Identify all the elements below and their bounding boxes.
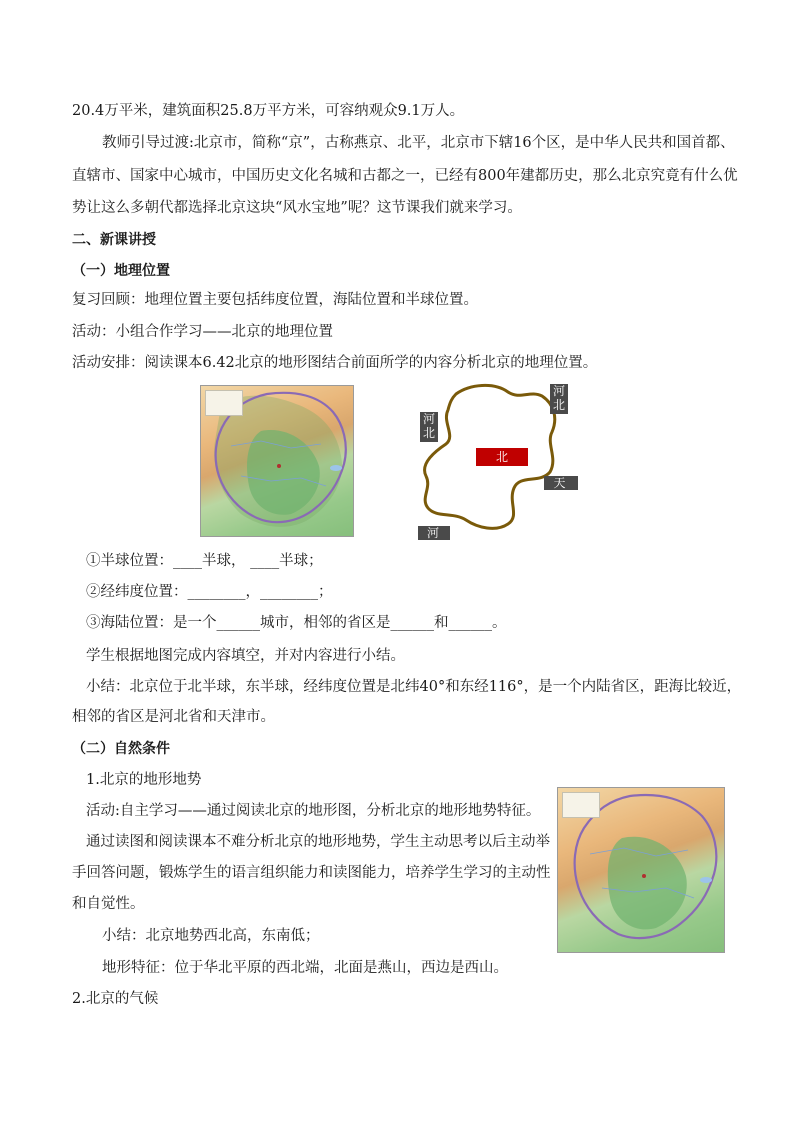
paragraph-analysis-line2: 手回答问题，锻炼学生的语言组织能力和读图能力，培养学生学习的主动性 (72, 865, 551, 881)
heading-climate: 2.北京的气候 (72, 991, 159, 1007)
label-tianjin: 天 津 (544, 476, 578, 490)
paragraph-summary-line1: 小结：北京位于北半球，东半球，经纬度位置是北纬40°和东经116°，是一个内陆省区，距海比较近， (86, 679, 742, 695)
label-hebei-northeast-text: 河北 (552, 384, 565, 412)
paragraph-transition-line2: 直辖市、国家中心城市，中国历史文化名城和古都之一，已经有800年建都历史，那么北京究竟有什么优 (72, 168, 738, 184)
question-lat-lon: ②经纬度位置：________，________； (86, 584, 333, 600)
paragraph-fill-in: 学生根据地图完成内容填空，并对内容进行小结。 (86, 648, 405, 664)
paragraph-analysis-line3: 和自觉性。 (72, 896, 145, 912)
question-hemisphere: ①半球位置：____半球， ____半球； (86, 553, 323, 569)
label-hebei-west-text: 河北 (422, 412, 435, 440)
label-hebei-northeast (550, 384, 568, 414)
paragraph-stadium-area: 20.4万平米，建筑面积25.8万平方米，可容纳观众9.1万人。 (72, 103, 465, 119)
map-legend (205, 390, 243, 416)
beijing-terrain-map-small (557, 787, 725, 953)
paragraph-terrain-features: 地形特征：位于华北平原的西北端，北面是燕山，西边是西山。 (102, 960, 508, 976)
question-sea-land: ③海陆位置：是一个______城市，相邻的省区是______和______。 (86, 615, 507, 631)
paragraph-transition-line3: 势让这么多朝代都选择北京这块“风水宝地”呢？这节课我们就来学习。 (72, 200, 522, 216)
label-beijing: 北 京 (476, 448, 528, 466)
beijing-terrain-map (200, 385, 354, 537)
paragraph-summary-terrain: 小结：北京地势西北高，东南低； (102, 928, 320, 944)
paragraph-summary-line2: 相邻的省区是河北省和天津市。 (72, 709, 275, 725)
paragraph-review: 复习回顾：地理位置主要包括纬度位置，海陆位置和半球位置。 (72, 292, 478, 308)
label-hebei-south: 河 北 (418, 526, 450, 540)
label-hebei-west (420, 412, 438, 442)
heading-terrain: 1.北京的地形地势 (86, 772, 202, 788)
paragraph-analysis-line1: 通过读图和阅读课本不难分析北京的地形地势，学生主动思考以后主动举 (86, 834, 550, 850)
section-heading-new-lesson: 二、新课讲授 (72, 232, 156, 248)
subsection-heading-location: （一）地理位置 (72, 263, 170, 279)
beijing-outline-map (408, 378, 584, 554)
paragraph-activity-group: 活动：小组合作学习——北京的地理位置 (72, 324, 333, 340)
paragraph-activity-self: 活动:自主学习——通过阅读北京的地形图，分析北京的地形地势特征。 (86, 803, 541, 819)
paragraph-transition-line1: 教师引导过渡:北京市，简称“京”，古称燕京、北平，北京市下辖16个区，是中华人民共和国首都、 (102, 135, 735, 151)
paragraph-activity-arrangement: 活动安排：阅读课本6.42北京的地形图结合前面所学的内容分析北京的地理位置。 (72, 355, 598, 371)
subsection-heading-natural: （二）自然条件 (72, 741, 170, 757)
map-legend-small (562, 792, 600, 818)
